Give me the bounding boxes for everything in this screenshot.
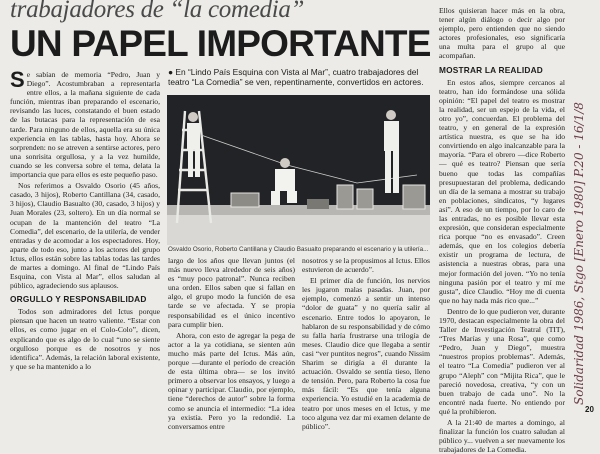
col3-paragraph-2: El primer día de función, los nervios les jugaron malas pasadas. Juan, por ejemplo, comenzó a sentir un intenso “dolor de guata” y no quería salir al escenario. Entre todos lo apoyaron, le hablaron de su responsabilidad y de cómo su falla haría frustrarse una trilogía de meses. Claudio dice que llegaba a sentir casi “ver puntitos negros”, cuando Nissim Sharim se dirigía a él durante la actuación. Osvaldo se sentía tieso, lleno de tensión. Pero, para Roberto la cosa fue más fácil: “Es que tenía alguna experiencia. Yo estudié en la academia de teatro por unos meses en el Ictus, y me toco alguna vez dar mi examen delante de público”. bbox=[302, 276, 430, 431]
subheading-mostrar: MOSTRAR LA REALIDAD bbox=[439, 64, 543, 75]
col2-paragraph-2: Ahora, con esto de agregar la pega de actor a la ya cotidiana, se sienten aún mucho más parte del Ictus. Más aún, porque —durante el período de creación de esta última obra— se los invitó primero a observar los ensayos, y luego a opinar y participar. Claudio, por ejemplo, tiene “derechos de autor” sobre la forma como se anuncia el intermedio: “La idea ya existía. Pero yo la redondié. La conversamos entre bbox=[168, 330, 295, 431]
stage-photo-illustration bbox=[167, 95, 430, 245]
col1-paragraph-3: Todos son admiradores del Ictus porque piensan que hacen un teatro valiente. “Estar con ellos, es como jugar en el Colo-Colo”, dicen, explicando que es algo de lo cual “uno se siente orgulloso porque es de nosotros y nos identifica”. Además, la relación laboral existente, y que se ha mantenido a lo bbox=[10, 307, 160, 371]
handwritten-source-note: Solidaridad 1986, Stgo [Enero 1980] P.20 - 16/1/8 bbox=[572, 102, 586, 405]
subheading-orgullo: ORGULLO Y RESPONSABILIDAD bbox=[10, 294, 147, 305]
article-kicker: trabajadores de “la comedia” bbox=[10, 0, 305, 23]
column-2 bbox=[168, 256, 295, 431]
col2-paragraph-1: largo de los años que llevan juntos (el más nuevo lleva alrededor de seis años) es “muy poco patronal”. Nunca reciben una orden. Ellos saben que si fallan en algo, el grupo modo la función de esa tarde se ve afectada. Y se propia responsabilidad es el único incentivo para cumplir bien. bbox=[168, 256, 295, 329]
page-number: 20 bbox=[585, 405, 594, 414]
col1-paragraph-2: Nos referimos a Osvaldo Osorio (45 años, casado, 3 hijos), Roberto Cantillana (34, casado, 3 hijos), Claudio Basualto (30, casado, 3 hijos) y Juan Morales (23, soltero). En un día normal se ocupan de la mantención del teatro “La Comedia”, del escenario, de la utilería, de vender entradas y de acomodar a los espectadores. Hoy, aparte de todo eso, junto a los actores del grupo Ictus, ellos están sobre las tablas todas las tardes de martes a domingo. Al final de “Lindo País Esquina, con Vista al Mar”, ellos saludan al público, agradeciendo sus aplausos. bbox=[10, 181, 160, 291]
dropcap: S bbox=[10, 67, 25, 92]
column-4 bbox=[439, 6, 565, 454]
column-1 bbox=[10, 67, 160, 415]
stage-photo bbox=[167, 95, 430, 245]
lead-paragraph: ● En “Lindo País Esquina con Vista al Mar”, cuatro trabajadores del teatro “La Comedia” se ven, repentinamente, convertidos en actores. bbox=[168, 67, 424, 87]
photo-caption: Osvaldo Osorio, Roberto Cantillana y Claudio Basualto preparando el escenario y la utilería... bbox=[168, 246, 429, 253]
col4-paragraph-3: Dentro de lo que pudieron ver, durante 1970, destacan especialmente la obra del Taller de Investigación Teatral (TIT), “Tres Marías y una Rosa”, que como “Pedro, Juan y Diego”, muestra “nuestros propios problemas”. Además, el teatro “La Comedia” pudieron ver al grupo “Aleph” con “Mijita Rica”, que le pareció novedosa, creativa, “y con un buen trabajo de cada uno”. No la encontré nada fuerte. No entiendo por qué la prohibieron. bbox=[439, 306, 565, 416]
handwritten-annotation bbox=[563, 50, 593, 410]
col4-paragraph-2: En estos años, siempre cercanos al teatro, han ido formándose una sólida opinión: “El papel del teatro es mostrar la realidad, ser un espejo de la vida, el otro yo”, concuerdan. El problema del teatro, y en general de la expresión artística nuestra, es que se ha ido convirtiendo en algo inalcanzable para la mayoría. “Para el obrero —dice Roberto— qué es teatro? Piensan que sería bueno que todas las compañías presupuestaran del problema, dedicando un día de la semana a mostrar su trabajo en poblaciones, sindicatos, “y lugares así”. A eso de un tiempo, por lo caro de las entradas, no es posible llevar esta expresión, que consideran especialmente rica porque “no es envasado”. Creen además, que en los colegios debería existir un programa de lectura, de asistencia a nuestras obras, para una mejor formación del joven. “Yo no tenía ninguna pasión por el teatro y mí me gusta”, dice Claudio. “Hoy me di cuenta que no hay nada más rico que...” bbox=[439, 77, 565, 305]
article-headline: UN PAPEL IMPORTANTE bbox=[10, 23, 431, 64]
col4-paragraph-1: Ellos quisieran hacer más en la obra, tener algún diálogo o decir algo por ejemplo, pero entienden que no siendo actores profesionales, eso significaría una multa para el grupo al que acompañan. bbox=[439, 6, 565, 61]
column-3 bbox=[302, 256, 430, 431]
col3-paragraph-1: nosotros y se la propusimos al Ictus. Ellos estuvieron de acuerdo”. bbox=[302, 256, 430, 275]
col4-paragraph-4: A la 21:40 de martes a domingo, al finalizar la función los cuatro saludan al público y... vuelven a ser nuevamente los trabajadores de La Comedia. bbox=[439, 418, 565, 454]
col1-paragraph-1: e sabían de memoria “Pedro, Juan y Diego”. Acostumbraban a representarla entre ellos, a la mañana siguiente de cada función, mientras iban preparando el escenario, revisando las luces, constatando el buen estado de las butacas para la representación de esa tarde. Para ninguno de ellos, aquella era su única experiencia en las tablas, hasta hoy. Ahora se sorprenden: no se atreven a sentirse actores, pero una sonrisita orgullosa, y a la vez humilde, cuando se les conversa sobre el tema, delata la importancia que para ellos es este pequeño paso. bbox=[10, 70, 160, 180]
